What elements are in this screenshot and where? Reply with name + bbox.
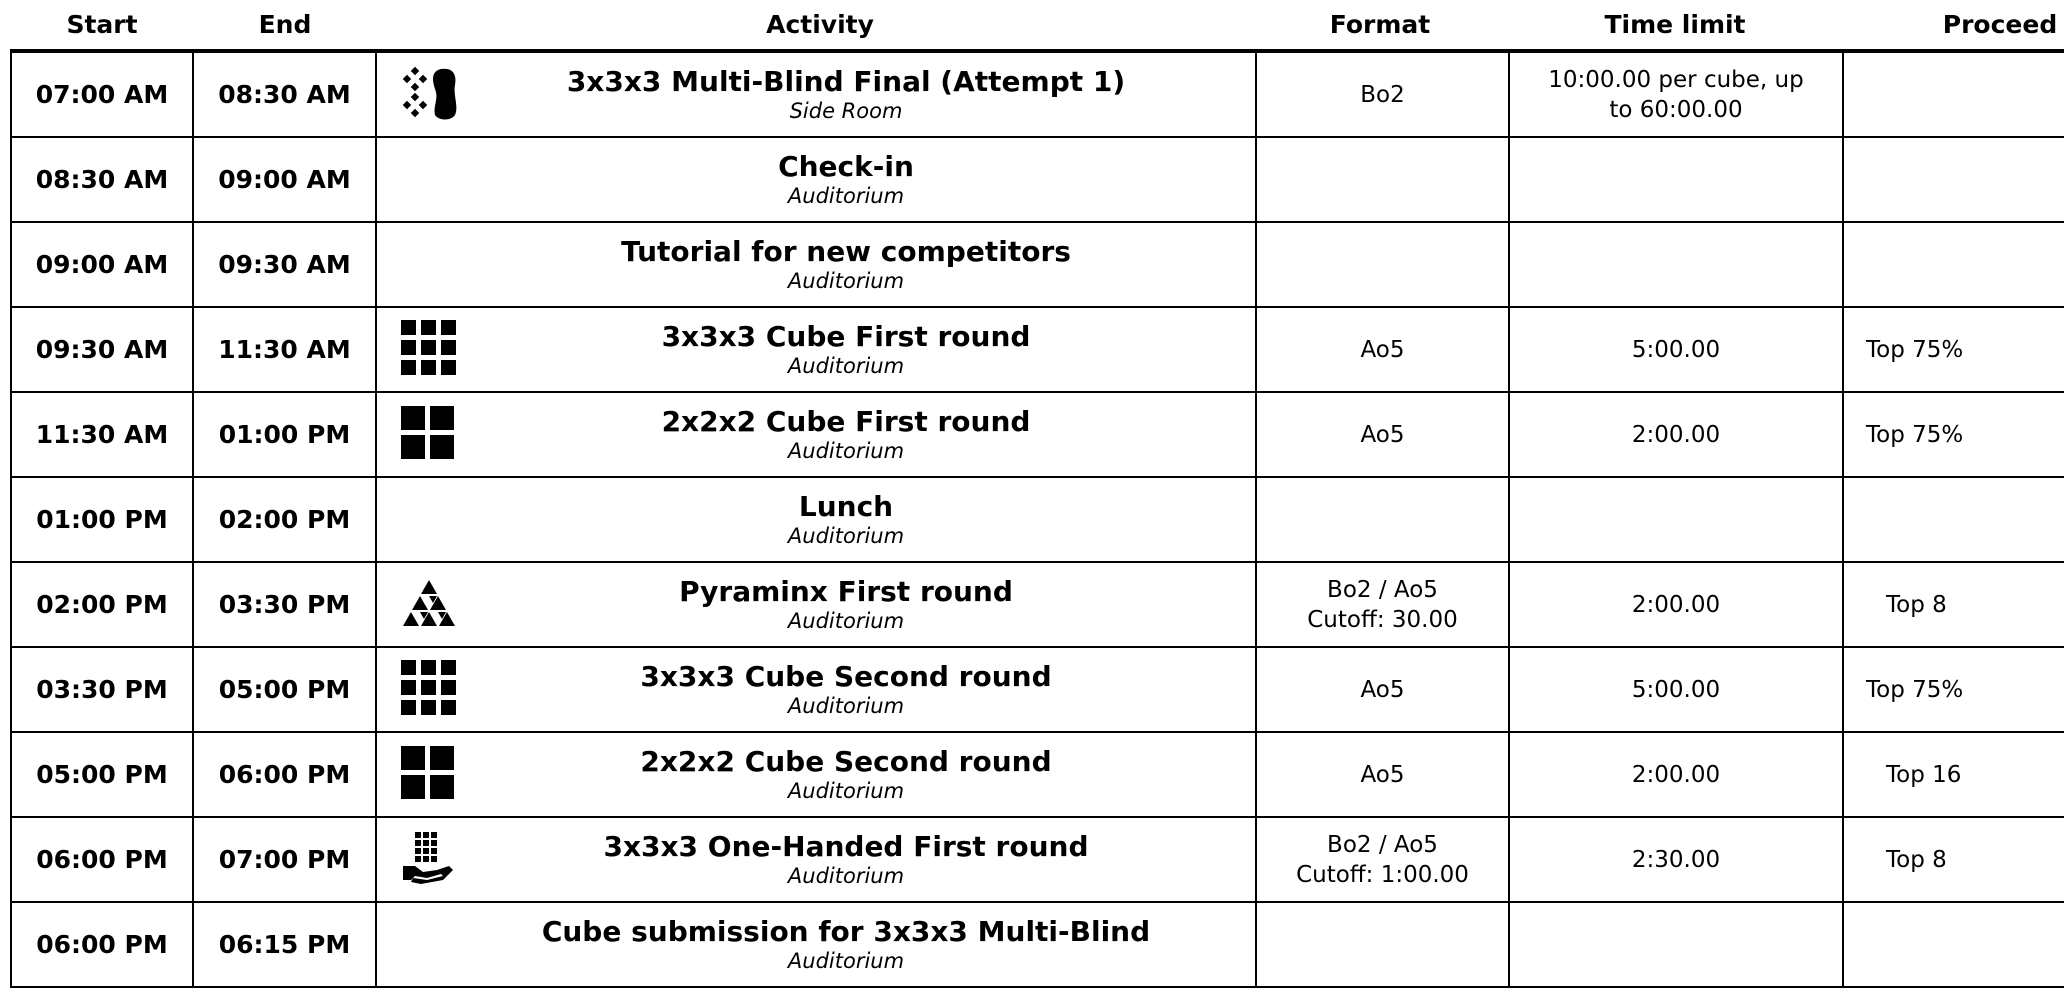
activity-name: Cube submission for 3x3x3 Multi-Blind (541, 914, 1151, 948)
header-activity: Activity (766, 10, 874, 39)
time-limit-cell (1510, 138, 1844, 221)
activity-name: 3x3x3 Cube Second round (640, 659, 1052, 693)
start-time-cell: 06:00 PM (10, 903, 194, 986)
table-row (10, 223, 2064, 308)
activity-name: 3x3x3 Cube First round (661, 319, 1031, 353)
activity-room: Auditorium (787, 948, 905, 973)
activity-room: Auditorium (787, 863, 905, 888)
one-handed-icon (401, 830, 457, 890)
time-limit-cell (1510, 223, 1844, 306)
start-time-cell: 09:30 AM (10, 308, 194, 391)
format-cell (1257, 648, 1510, 731)
table-row (10, 53, 2064, 138)
header-time-limit: Time limit (1604, 10, 1746, 39)
format-cell (1257, 393, 1510, 476)
format-value: Ao5 (1360, 761, 1405, 788)
proceed-cell: Top 75% (1866, 336, 1964, 363)
activity-name: Check-in (778, 149, 914, 183)
format-cell (1257, 53, 1510, 136)
activity-name: 2x2x2 Cube First round (661, 404, 1031, 438)
format-cell (1257, 308, 1510, 391)
activity-room: Side Room (789, 98, 903, 123)
activity-name: 3x3x3 Multi-Blind Final (Attempt 1) (566, 64, 1126, 98)
activity-cell (377, 903, 1257, 986)
header-proceed: Proceed (1942, 10, 2058, 39)
time-limit-cell: 2:30.00 (1510, 818, 1844, 901)
activity-name: 3x3x3 One-Handed First round (603, 829, 1089, 863)
format-value: Ao5 (1360, 421, 1405, 448)
time-limit-cell (1510, 903, 1844, 986)
start-time-cell: 02:00 PM (10, 563, 194, 646)
table-row (10, 308, 2064, 393)
activity-cell (377, 138, 1257, 221)
table-row (10, 903, 2064, 988)
time-limit-cell: 10:00.00 per cube, up to 60:00.00 (1510, 53, 1844, 136)
activity-cell (377, 223, 1257, 306)
time-limit-cell: 2:00.00 (1510, 733, 1844, 816)
end-time-cell: 05:00 PM (194, 648, 377, 731)
format-cell (1257, 138, 1510, 221)
activity-room: Auditorium (787, 523, 905, 548)
header-end: End (258, 10, 312, 39)
proceed-cell: Top 75% (1866, 676, 1964, 703)
table-row (10, 818, 2064, 903)
end-time-cell: 09:00 AM (194, 138, 377, 221)
activity-cell (377, 648, 1257, 731)
proceed-cell (1844, 223, 2064, 306)
activity-room: Auditorium (787, 353, 905, 378)
format-value: Bo2 / Ao5 (1327, 831, 1438, 858)
proceed-cell (1844, 903, 2064, 986)
proceed-cell: Top 8 (1886, 846, 1947, 873)
time-limit-cell: 5:00.00 (1510, 308, 1844, 391)
activity-cell (377, 563, 1257, 646)
cutoff-value: Cutoff: 1:00.00 (1296, 861, 1469, 888)
table-row (10, 563, 2064, 648)
activity-room: Auditorium (787, 438, 905, 463)
format-cell (1257, 478, 1510, 561)
format-cell (1257, 563, 1510, 646)
end-time-cell: 03:30 PM (194, 563, 377, 646)
activity-cell (377, 818, 1257, 901)
start-time-cell: 01:00 PM (10, 478, 194, 561)
table-row (10, 648, 2064, 733)
activity-cell (377, 308, 1257, 391)
start-time-cell: 09:00 AM (10, 223, 194, 306)
proceed-cell: Top 16 (1886, 761, 1962, 788)
activity-room: Auditorium (787, 608, 905, 633)
cutoff-value: Cutoff: 30.00 (1307, 606, 1458, 633)
activity-cell (377, 478, 1257, 561)
format-cell (1257, 733, 1510, 816)
pyraminx-icon (401, 578, 457, 632)
start-time-cell: 07:00 AM (10, 53, 194, 136)
table-row (10, 478, 2064, 563)
start-time-cell: 08:30 AM (10, 138, 194, 221)
end-time-cell: 02:00 PM (194, 478, 377, 561)
time-limit-cell: 2:00.00 (1510, 563, 1844, 646)
header-format: Format (1329, 10, 1431, 39)
activity-room: Auditorium (787, 778, 905, 803)
time-limit-cell: 2:00.00 (1510, 393, 1844, 476)
activity-name: Lunch (798, 489, 894, 523)
header-start: Start (66, 10, 138, 39)
2x2-cube-icon (401, 406, 455, 464)
end-time-cell: 07:00 PM (194, 818, 377, 901)
activity-name: Pyraminx First round (679, 574, 1013, 608)
activity-room: Auditorium (787, 693, 905, 718)
proceed-cell (1844, 53, 2064, 136)
activity-room: Auditorium (787, 183, 905, 208)
activity-cell (377, 733, 1257, 816)
activity-name: Tutorial for new competitors (621, 234, 1071, 268)
proceed-cell (1844, 478, 2064, 561)
activity-cell (377, 393, 1257, 476)
time-limit-cell: 5:00.00 (1510, 648, 1844, 731)
end-time-cell: 11:30 AM (194, 308, 377, 391)
format-cell (1257, 903, 1510, 986)
start-time-cell: 06:00 PM (10, 818, 194, 901)
format-cell (1257, 818, 1510, 901)
format-value: Bo2 (1360, 81, 1405, 108)
time-limit-cell (1510, 478, 1844, 561)
proceed-cell: Top 75% (1866, 421, 1964, 448)
3x3-cube-icon (401, 660, 457, 720)
start-time-cell: 11:30 AM (10, 393, 194, 476)
2x2-cube-icon (401, 746, 455, 804)
table-row (10, 733, 2064, 818)
proceed-cell: Top 8 (1886, 591, 1947, 618)
activity-name: 2x2x2 Cube Second round (640, 744, 1052, 778)
end-time-cell: 06:15 PM (194, 903, 377, 986)
proceed-cell (1844, 138, 2064, 221)
format-value: Ao5 (1360, 336, 1405, 363)
3x3-cube-icon (401, 320, 457, 380)
end-time-cell: 01:00 PM (194, 393, 377, 476)
activity-room: Auditorium (787, 268, 905, 293)
start-time-cell: 05:00 PM (10, 733, 194, 816)
end-time-cell: 08:30 AM (194, 53, 377, 136)
start-time-cell: 03:30 PM (10, 648, 194, 731)
table-header (0, 0, 2064, 52)
multi-blind-icon (401, 65, 461, 125)
format-value: Bo2 / Ao5 (1327, 576, 1438, 603)
end-time-cell: 06:00 PM (194, 733, 377, 816)
end-time-cell: 09:30 AM (194, 223, 377, 306)
table-row (10, 138, 2064, 223)
format-value: Ao5 (1360, 676, 1405, 703)
activity-cell (377, 53, 1257, 136)
table-row (10, 393, 2064, 478)
format-cell (1257, 223, 1510, 306)
